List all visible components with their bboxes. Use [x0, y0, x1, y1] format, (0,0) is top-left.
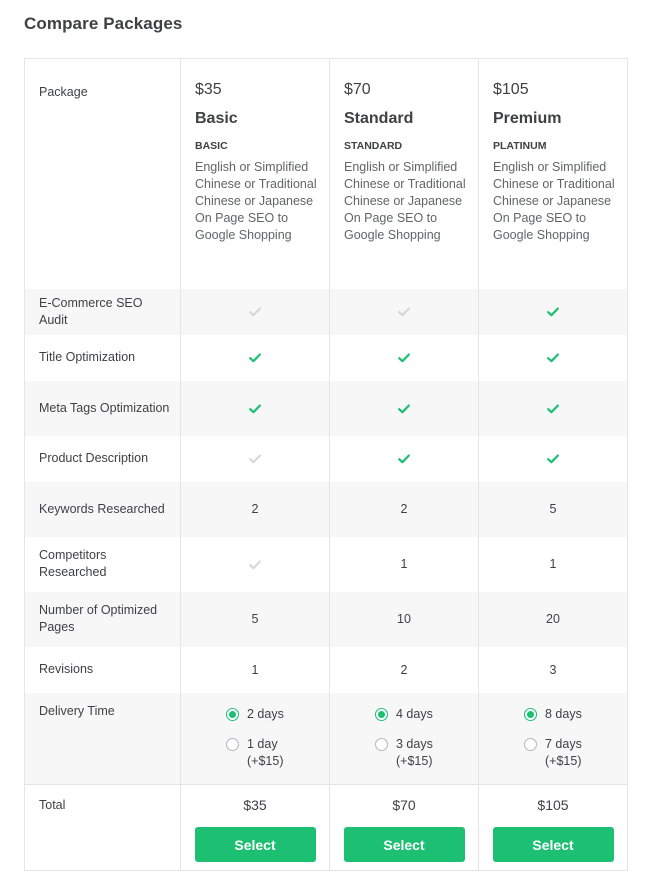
- row-label: Competitors Researched: [25, 537, 181, 592]
- check-included-icon: [547, 454, 559, 464]
- total-premium: [479, 785, 628, 871]
- delivery-option-text: [545, 736, 582, 770]
- feature-row-ecommerce-seo-audit: [25, 289, 628, 335]
- total-basic: [181, 785, 330, 871]
- feature-cell: [330, 289, 479, 335]
- row-label: Meta Tags Optimization: [25, 381, 181, 436]
- delivery-options-standard: [330, 693, 479, 785]
- delivery-time-row: [25, 693, 628, 785]
- row-label: Total: [25, 785, 181, 871]
- feature-cell: 20: [479, 592, 628, 647]
- package-description: English or Simplified Chinese or Traditional Chinese or Japanese On Page SEO to Google Shopping: [195, 160, 324, 242]
- row-label: Revisions: [25, 647, 181, 693]
- feature-row-meta-tags-optimization: [25, 381, 628, 436]
- total-price: $35: [243, 797, 267, 813]
- total-standard: [330, 785, 479, 871]
- check-included-icon: [547, 404, 559, 414]
- select-premium-button[interactable]: Select: [493, 827, 614, 862]
- check-not-included-icon: [249, 454, 261, 464]
- feature-row-keywords-researched: [25, 482, 628, 537]
- feature-row-competitors-researched: [25, 537, 628, 592]
- total-row: [25, 785, 628, 871]
- radio-unchecked-icon[interactable]: [226, 738, 239, 751]
- check-not-included-icon: [249, 560, 261, 570]
- compare-packages-table: [24, 58, 628, 871]
- package-tier: PLATINUM: [493, 140, 547, 152]
- package-name: Premium: [493, 110, 562, 127]
- package-standard: [330, 59, 479, 289]
- delivery-option-text: [247, 736, 283, 770]
- check-included-icon: [547, 307, 559, 317]
- radio-unchecked-icon[interactable]: [375, 738, 388, 751]
- feature-cell: [181, 436, 330, 482]
- delivery-option-extra-price: (+$15): [396, 753, 433, 768]
- feature-cell: [181, 289, 330, 335]
- feature-row-revisions: [25, 647, 628, 693]
- feature-cell: [479, 335, 628, 381]
- delivery-option-label: 4 days: [396, 706, 433, 721]
- check-included-icon: [398, 454, 410, 464]
- check-included-icon: [398, 353, 410, 363]
- check-not-included-icon: [249, 307, 261, 317]
- feature-cell: 2: [330, 647, 479, 693]
- feature-cell: 3: [549, 662, 557, 677]
- package-price: $70: [344, 81, 371, 98]
- delivery-option-label: 3 days: [396, 736, 433, 751]
- delivery-option-alternative[interactable]: [375, 736, 478, 770]
- check-included-icon: [249, 353, 261, 363]
- package-premium: [479, 59, 628, 289]
- check-not-included-icon: [398, 307, 410, 317]
- package-description: English or Simplified Chinese or Traditional Chinese or Japanese On Page SEO to Google Shopping: [493, 160, 622, 242]
- select-basic-button[interactable]: Select: [195, 827, 316, 862]
- feature-cell: [479, 289, 628, 335]
- package-price: $35: [195, 81, 222, 98]
- row-label: Title Optimization: [25, 335, 181, 381]
- feature-cell: [181, 381, 330, 436]
- package-description: English or Simplified Chinese or Traditional Chinese or Japanese On Page SEO to Google Shopping: [344, 160, 473, 242]
- row-label: Product Description: [25, 436, 181, 482]
- delivery-options-basic: [181, 693, 330, 785]
- feature-cell: 1: [549, 557, 557, 571]
- package-tier: STANDARD: [344, 140, 403, 152]
- feature-cell: 5: [479, 482, 628, 537]
- delivery-option-label: 8 days: [545, 706, 582, 721]
- delivery-option-selected[interactable]: [375, 706, 478, 723]
- check-included-icon: [249, 404, 261, 414]
- delivery-option-alternative[interactable]: [524, 736, 627, 770]
- check-included-icon: [547, 353, 559, 363]
- feature-cell: [479, 381, 628, 436]
- row-label: Number of Optimized Pages: [25, 592, 181, 647]
- row-label: Package: [25, 59, 181, 289]
- feature-cell: [181, 335, 330, 381]
- row-label: Keywords Researched: [25, 482, 181, 537]
- feature-cell: 1: [330, 537, 479, 592]
- radio-checked-icon[interactable]: [226, 708, 239, 721]
- feature-cell: [181, 537, 330, 592]
- package-name: Standard: [344, 110, 414, 127]
- radio-checked-icon[interactable]: [375, 708, 388, 721]
- feature-cell: [330, 335, 479, 381]
- package-header-row: [25, 59, 628, 289]
- delivery-option-alternative[interactable]: [226, 736, 329, 770]
- feature-cell: 2: [181, 482, 330, 537]
- delivery-option-extra-price: (+$15): [545, 753, 582, 768]
- delivery-option-label: 2 days: [247, 706, 284, 721]
- delivery-options-premium: [479, 693, 628, 785]
- feature-cell: [479, 436, 628, 482]
- delivery-option-label: 7 days: [545, 736, 582, 751]
- delivery-option-extra-price: (+$15): [247, 753, 284, 768]
- feature-cell: [330, 436, 479, 482]
- feature-row-optimized-pages: [25, 592, 628, 647]
- total-price: $70: [392, 797, 416, 813]
- feature-cell: 2: [330, 482, 479, 537]
- feature-cell: 10: [330, 592, 479, 647]
- package-tier: BASIC: [195, 140, 228, 152]
- delivery-option-selected[interactable]: [524, 706, 627, 723]
- delivery-option-label: 1 day: [247, 736, 278, 751]
- radio-checked-icon[interactable]: [524, 708, 537, 721]
- feature-row-title-optimization: [25, 335, 628, 381]
- select-standard-button[interactable]: Select: [344, 827, 465, 862]
- check-included-icon: [398, 404, 410, 414]
- feature-row-product-description: [25, 436, 628, 482]
- package-price: $105: [493, 81, 529, 98]
- feature-cell: 5: [181, 592, 330, 647]
- package-name: Basic: [195, 110, 238, 127]
- package-basic: [181, 59, 330, 289]
- delivery-option-text: [396, 736, 433, 770]
- feature-cell: [330, 381, 479, 436]
- page-title: Compare Packages: [24, 14, 183, 33]
- delivery-option-selected[interactable]: [226, 706, 329, 723]
- feature-cell: 1: [181, 647, 330, 693]
- row-label: E-Commerce SEO Audit: [25, 289, 181, 335]
- total-price: $105: [537, 797, 569, 813]
- row-label: Delivery Time: [25, 693, 181, 785]
- radio-unchecked-icon[interactable]: [524, 738, 537, 751]
